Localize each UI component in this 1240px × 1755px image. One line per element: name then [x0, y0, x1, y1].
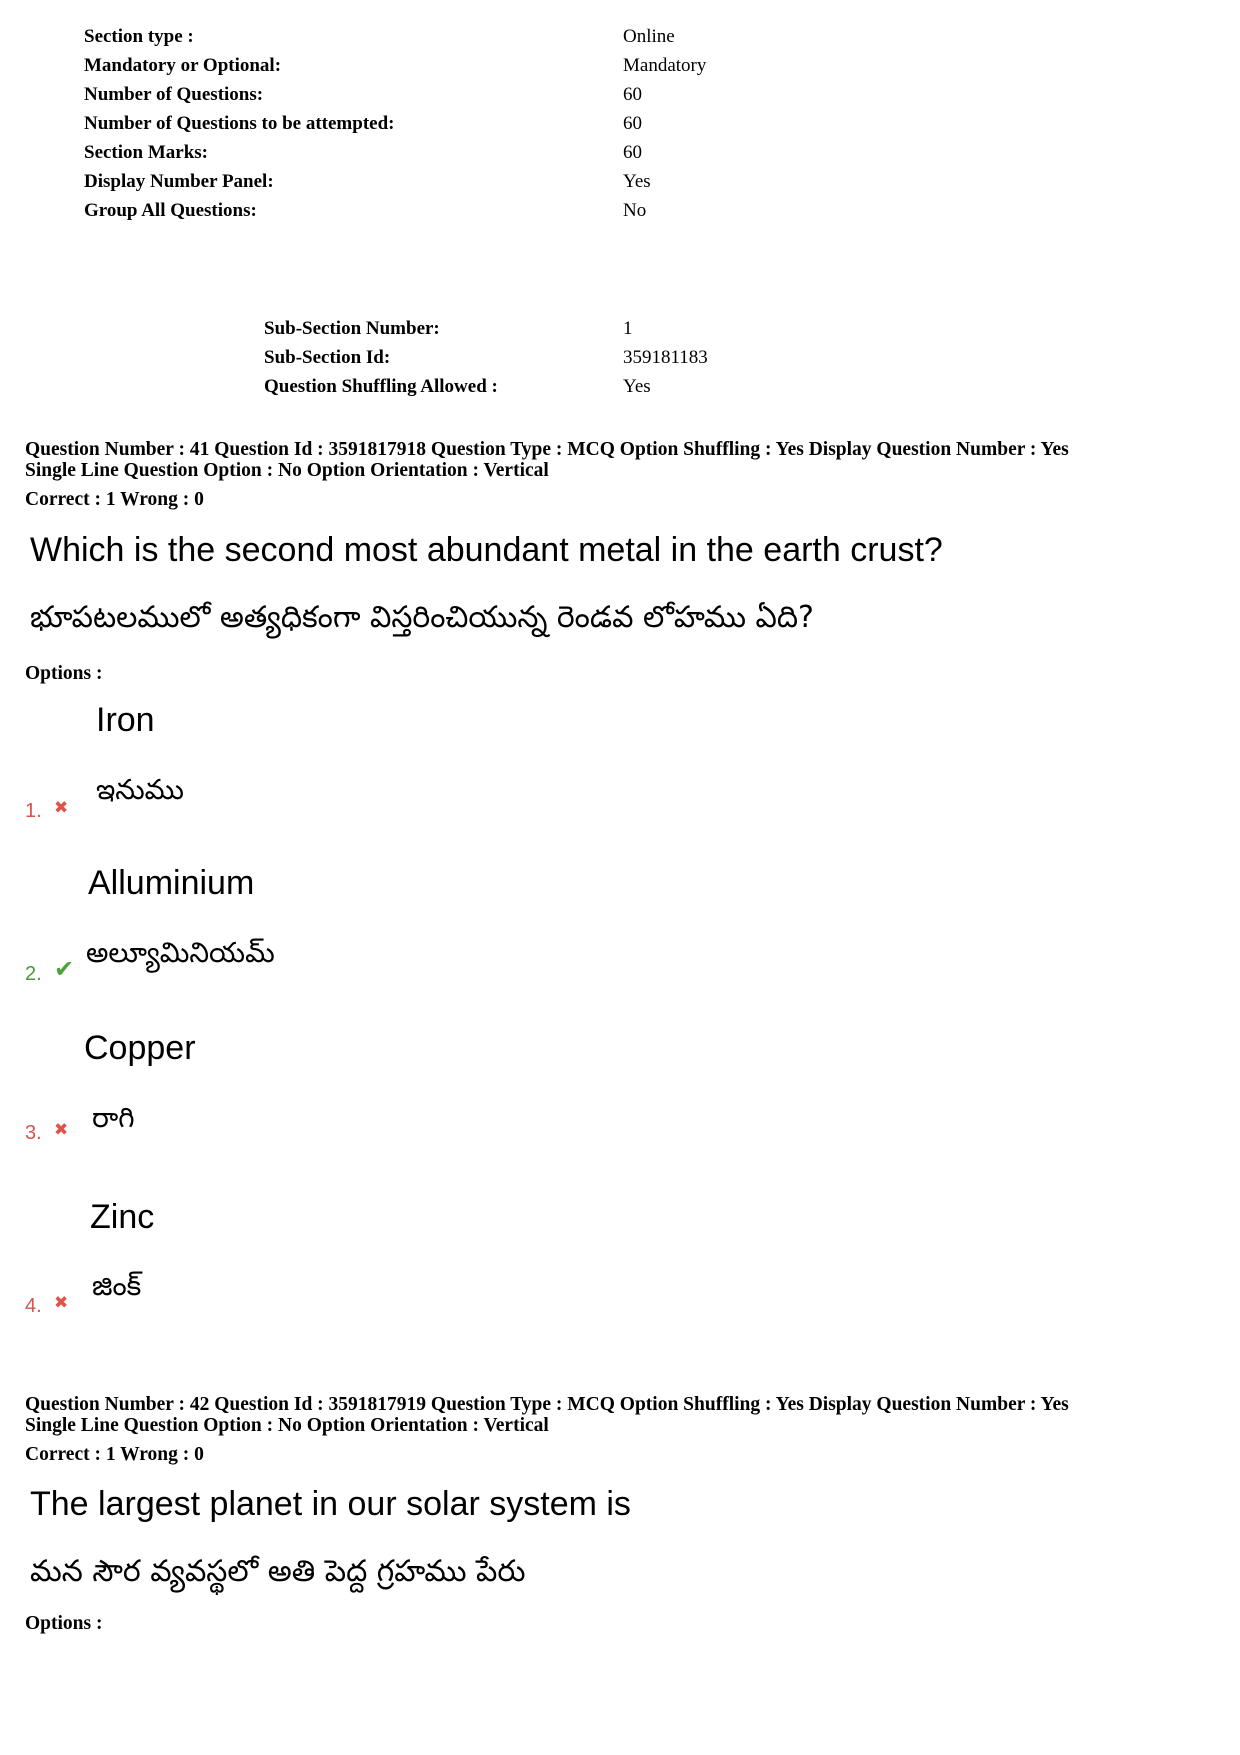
section-marks-label: Section Marks: — [84, 142, 209, 163]
option-1-telugu: ఇనుము — [96, 773, 184, 806]
question-score: Correct : 1 Wrong : 0 — [25, 1444, 204, 1465]
question-text-english: The largest planet in our solar system is — [30, 1485, 631, 1523]
option-2-english: Alluminium — [88, 864, 255, 902]
num-attempt-value: 60 — [623, 113, 642, 134]
subsection-number-label: Sub-Section Number: — [264, 318, 440, 339]
wrong-mark-icon: ✖ — [54, 798, 69, 818]
question-text-telugu: మన సౌర వ్యవస్థలో అతి పెద్ద గ్రహము పేరు — [30, 1554, 526, 1589]
option-4-telugu: జింక్ — [92, 1269, 142, 1302]
option-1-english: Iron — [96, 701, 155, 739]
option-3-english: Copper — [84, 1029, 196, 1067]
subsection-number-value: 1 — [623, 318, 633, 339]
option-4-english: Zinc — [90, 1198, 155, 1236]
question-meta-line2: Single Line Question Option : No Option Orientation : Vertical — [25, 460, 549, 481]
check-mark-icon: ✔ — [54, 955, 75, 983]
shuffling-value: Yes — [623, 376, 651, 397]
group-questions-label: Group All Questions: — [84, 200, 257, 221]
num-questions-value: 60 — [623, 84, 642, 105]
question-meta-line2: Single Line Question Option : No Option Orientation : Vertical — [25, 1415, 549, 1436]
option-1-number: 1. — [25, 800, 42, 822]
question-text-telugu: భూపటలములో అత్యధికంగా విస్తరించియున్న రెండవ లోహము ఏది? — [30, 600, 814, 635]
option-2-telugu: అల్యూమినియమ్ — [86, 936, 275, 969]
option-3-telugu: రాగి — [92, 1101, 135, 1134]
section-type-label: Section type : — [84, 26, 194, 47]
wrong-mark-icon: ✖ — [54, 1293, 69, 1313]
subsection-id-value: 359181183 — [623, 347, 708, 368]
number-panel-label: Display Number Panel: — [84, 171, 274, 192]
shuffling-label: Question Shuffling Allowed : — [264, 376, 498, 397]
options-label: Options : — [25, 663, 103, 684]
mandatory-label: Mandatory or Optional: — [84, 55, 282, 76]
number-panel-value: Yes — [623, 171, 651, 192]
subsection-id-label: Sub-Section Id: — [264, 347, 391, 368]
question-text-english: Which is the second most abundant metal in the earth crust? — [30, 531, 943, 569]
question-score: Correct : 1 Wrong : 0 — [25, 489, 204, 510]
group-questions-value: No — [623, 200, 647, 221]
num-attempt-label: Number of Questions to be attempted: — [84, 113, 395, 134]
wrong-mark-icon: ✖ — [54, 1120, 69, 1140]
section-marks-value: 60 — [623, 142, 642, 163]
section-type-value: Online — [623, 26, 675, 47]
options-label: Options : — [25, 1613, 103, 1634]
question-meta-line1: Question Number : 42 Question Id : 3591817919 Question Type : MCQ Option Shuffling : Yes Display Question Number : Yes — [25, 1394, 1069, 1415]
option-3-number: 3. — [25, 1122, 42, 1144]
question-meta-line1: Question Number : 41 Question Id : 3591817918 Question Type : MCQ Option Shuffling : Yes Display Question Number : Yes — [25, 439, 1069, 460]
option-2-number: 2. — [25, 963, 42, 985]
mandatory-value: Mandatory — [623, 55, 707, 76]
num-questions-label: Number of Questions: — [84, 84, 264, 105]
option-4-number: 4. — [25, 1295, 42, 1317]
